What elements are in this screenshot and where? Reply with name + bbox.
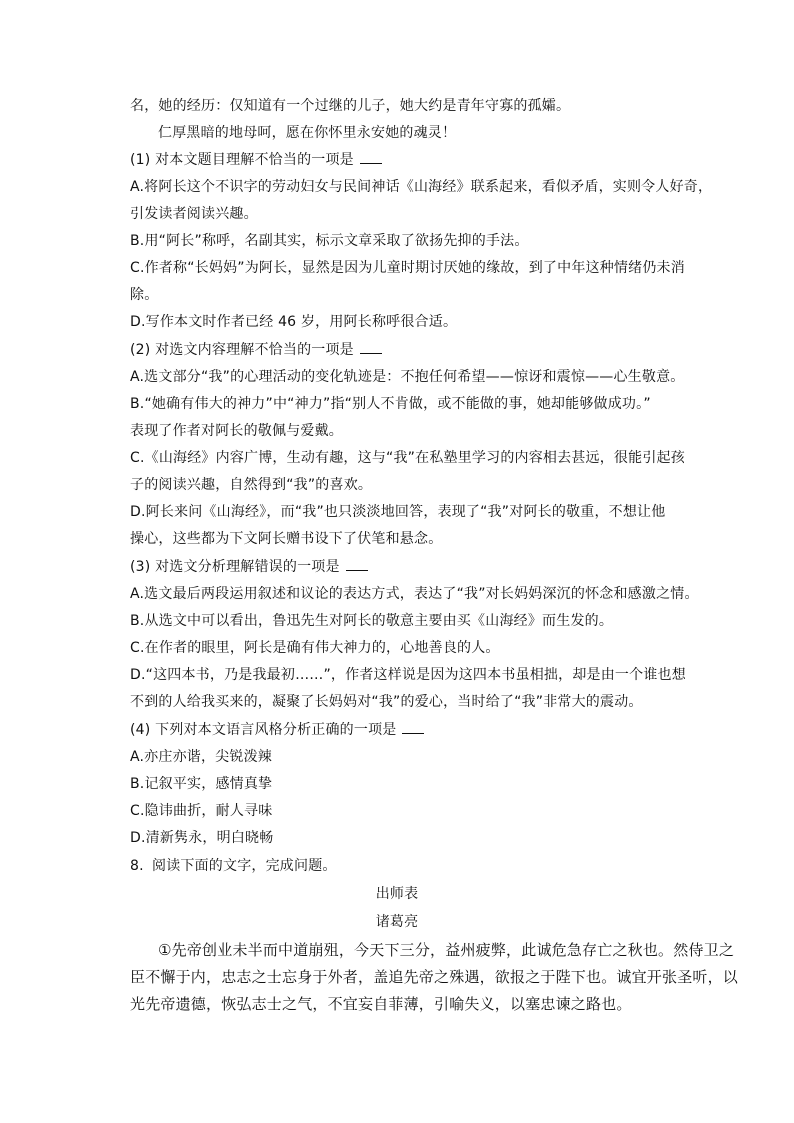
- passage-author: 诸葛亮: [375, 914, 419, 930]
- option-a-text-cont: 引发读者阅读兴趣。: [130, 206, 258, 222]
- passage-title: 出师表: [375, 886, 419, 902]
- answer-blank: [360, 151, 382, 164]
- option-b-text: B.记叙平实，感情真挚: [130, 776, 273, 792]
- classical-text-line: 光先帝遗德，恢弘志士之气，不宜妄自菲薄，引喻失义，以塞忠谏之路也。: [130, 995, 632, 1013]
- classical-text-line: ①先帝创业未半而中道崩殂，今天下三分，益州疲弊，此诚危急存亡之秋也。然侍卫之: [158, 941, 735, 959]
- option-c-text: C.作者称“长妈妈”为阿长，显然是因为儿童时期讨厌她的缘故，到了中年这种情绪仍未消: [130, 260, 685, 276]
- option-c-text: C.隐讳曲折，耐人寻味: [130, 803, 273, 819]
- option-b-text: B.用“阿长”称呼，名副其实，标示文章采取了欲扬先抑的手法。: [130, 233, 529, 249]
- option-a-text: A.选文最后两段运用叙述和议论的表达方式，表达了“我”对长妈妈深沉的怀念和感激之情。: [130, 586, 699, 602]
- option-d-text-cont: 操心，这些都为下文阿长赠书设下了伏笔和悬念。: [130, 531, 443, 547]
- question-1-text: (1) 对本文题目理解不恰当的一项是: [130, 152, 354, 168]
- option-c-text: C.在作者的眼里，阿长是确有伟大神力的，心地善良的人。: [130, 640, 500, 656]
- question-1-stem: [130, 150, 690, 170]
- option-d-text: D.“这四本书，乃是我最初……”，作者这样说是因为这四本书虽相拙，却是由一个谁也想: [130, 667, 686, 683]
- question-3-stem: [130, 557, 690, 577]
- option-b-text: B.从选文中可以看出，鲁迅先生对阿长的敬意主要由买《山海经》而生发的。: [130, 613, 614, 629]
- option-a-text: A.将阿长这个不识字的劳动妇女与民间神话《山海经》联系起来，看似矛盾，实则令人好奇，: [130, 179, 713, 195]
- option-c-text: C.《山海经》内容广博，生动有趣，这与“我”在私塾里学习的内容相去甚远，很能引起孩: [130, 450, 685, 466]
- question-instruction: 阅读下面的文字，完成问题。: [152, 858, 337, 874]
- question-4-text: (4) 下列对本文语言风格分析正确的一项是: [130, 722, 397, 738]
- passage-text-line: 仁厚黑暗的地母呵，愿在你怀里永安她的魂灵！: [158, 125, 457, 141]
- option-c-text-cont: 子的阅读兴趣，自然得到“我”的喜欢。: [130, 477, 373, 493]
- question-number: 8.: [130, 858, 144, 874]
- answer-blank: [360, 341, 382, 354]
- question-2-stem: [130, 340, 690, 360]
- option-a-text: A.亦庄亦谐，尖锐泼辣: [130, 749, 272, 765]
- option-d-text: D.阿长来问《山海经》，而“我”也只淡淡地回答，表现了“我”对阿长的敬重，不想让他: [130, 504, 666, 520]
- option-a-text: A.选文部分“我”的心理活动的变化轨迹是：不抱任何希望——惊讶和震惊——心生敬意。: [130, 369, 685, 385]
- option-d-text-cont: 不到的人给我买来的，凝聚了长妈妈对“我”的爱心，当时给了“我”非常大的震动。: [130, 694, 643, 710]
- option-d-text: D.清新隽永，明白晓畅: [130, 830, 274, 846]
- question-8-heading: [130, 856, 690, 876]
- question-4-stem: [130, 720, 690, 740]
- classical-text-line: 臣不懈于内，忠志之士忘身于外者，盖追先帝之殊遇，欲报之于陛下也。诚宜开张圣听，以: [130, 968, 739, 986]
- option-b-text: B.“她确有伟大的神力”中“神力”指“别人不肯做，或不能做的事，她却能够做成功。”: [130, 396, 651, 412]
- passage-text-line: 名，她的经历：仅知道有一个过继的儿子，她大约是青年守寡的孤孀。: [130, 98, 571, 114]
- option-c-text-cont: 除。: [130, 287, 159, 303]
- option-d-text: D.写作本文时作者已经 46 岁，用阿长称呼很合适。: [130, 314, 458, 330]
- question-2-text: (2) 对选文内容理解不恰当的一项是: [130, 342, 354, 358]
- answer-blank: [402, 721, 424, 734]
- option-b-text-cont: 表现了作者对阿长的敬佩与爱戴。: [130, 423, 343, 439]
- answer-blank: [346, 558, 368, 571]
- question-3-text: (3) 对选文分析理解错误的一项是: [130, 559, 340, 575]
